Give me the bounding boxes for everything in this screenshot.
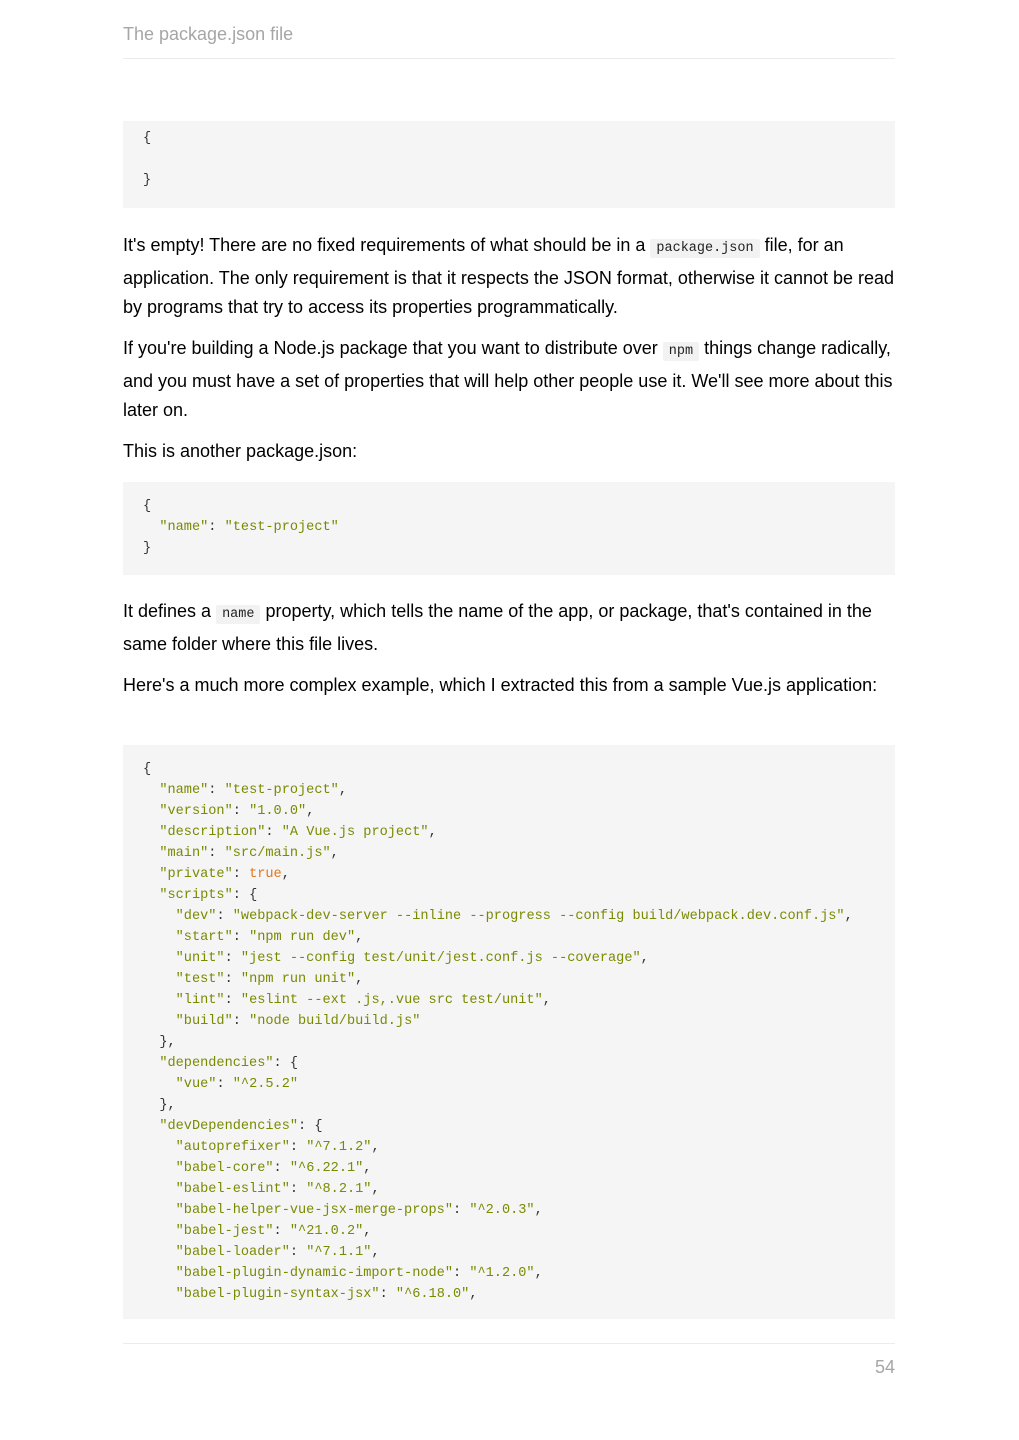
json-punctuation: :	[453, 1203, 470, 1218]
json-string: "^6.22.1"	[289, 1161, 364, 1176]
paragraph-complex-example	[123, 671, 898, 701]
paragraph-name-property	[123, 597, 898, 659]
code-line	[143, 885, 875, 906]
json-boolean: true	[249, 867, 282, 882]
json-punctuation: ,	[355, 930, 364, 945]
json-punctuation: ,	[469, 1287, 478, 1302]
code-line	[143, 149, 875, 170]
json-punctuation: {	[143, 499, 152, 514]
json-string: "A Vue.js project"	[281, 825, 429, 840]
json-punctuation	[143, 783, 159, 798]
json-punctuation	[143, 1161, 176, 1176]
json-key: "babel-jest"	[175, 1224, 274, 1239]
code-line	[143, 517, 875, 538]
json-punctuation: :	[273, 1224, 290, 1239]
inline-code-name: name	[216, 605, 260, 624]
json-string: "^6.18.0"	[395, 1287, 470, 1302]
json-punctuation: :	[208, 846, 225, 861]
json-punctuation: :	[224, 993, 241, 1008]
json-key: "scripts"	[159, 888, 233, 903]
json-string: "src/main.js"	[224, 846, 331, 861]
json-punctuation	[143, 1182, 176, 1197]
json-punctuation	[143, 888, 159, 903]
code-line	[143, 843, 875, 864]
code-line	[143, 1221, 875, 1242]
json-punctuation: :	[379, 1287, 396, 1302]
code-line	[143, 1074, 875, 1095]
json-key: "main"	[159, 846, 209, 861]
code-line	[143, 1137, 875, 1158]
json-punctuation	[143, 1203, 176, 1218]
footer-divider	[123, 1343, 895, 1344]
code-line	[143, 128, 875, 149]
json-key: "devDependencies"	[159, 1119, 299, 1134]
running-header: The package.json file	[123, 24, 294, 44]
paragraph-text: If you're building a Node.js package that you want to distribute over	[123, 338, 663, 358]
json-string: "^7.1.1"	[306, 1245, 372, 1260]
json-punctuation: ,	[542, 993, 551, 1008]
json-punctuation: : {	[298, 1119, 323, 1134]
json-punctuation: ,	[281, 867, 290, 882]
json-punctuation	[143, 930, 176, 945]
json-key: "autoprefixer"	[175, 1140, 290, 1155]
code-line	[143, 906, 875, 927]
json-punctuation	[143, 1140, 176, 1155]
json-punctuation	[143, 993, 176, 1008]
json-punctuation: },	[143, 1035, 176, 1050]
json-punctuation: }	[143, 173, 152, 188]
json-punctuation: ,	[371, 1245, 380, 1260]
json-key: "vue"	[175, 1077, 217, 1092]
code-line	[143, 759, 875, 780]
json-punctuation: ,	[306, 804, 315, 819]
json-punctuation: ,	[371, 1182, 380, 1197]
json-key: "private"	[159, 867, 233, 882]
code-line	[143, 969, 875, 990]
paragraph-text: property, which tells the name of the app, or package, that's contained in the same folder where this file lives.	[123, 601, 872, 654]
json-key: "name"	[159, 520, 209, 535]
json-key: "lint"	[175, 993, 225, 1008]
json-punctuation: ,	[844, 909, 853, 924]
json-punctuation: }	[143, 541, 152, 556]
json-punctuation: : {	[232, 888, 258, 903]
paragraph-text: It's empty! There are no fixed requirements of what should be in a	[123, 235, 651, 255]
json-punctuation	[143, 520, 159, 535]
code-line	[143, 1158, 875, 1179]
json-key: "start"	[175, 930, 233, 945]
json-punctuation: {	[143, 131, 152, 146]
json-punctuation: ,	[371, 1140, 380, 1155]
json-punctuation: ,	[355, 972, 364, 987]
code-block-empty	[123, 121, 895, 208]
json-string: "test-project"	[224, 783, 339, 798]
paragraph-empty-explanation	[123, 231, 898, 323]
json-punctuation: :	[232, 867, 250, 882]
json-punctuation	[143, 1014, 176, 1029]
code-line	[143, 1284, 875, 1305]
code-line	[143, 1032, 875, 1053]
json-punctuation	[143, 846, 159, 861]
code-line	[143, 822, 875, 843]
json-string: "1.0.0"	[249, 804, 307, 819]
json-punctuation: ,	[534, 1266, 543, 1281]
code-line	[143, 1053, 875, 1074]
code-line	[143, 1263, 875, 1284]
paragraph-npm-package	[123, 334, 898, 426]
header-divider	[123, 58, 895, 59]
json-key: "unit"	[175, 951, 225, 966]
json-punctuation: ,	[363, 1161, 372, 1176]
code-line	[143, 801, 875, 822]
code-line	[143, 170, 875, 191]
json-string: "webpack-dev-server --inline --progress --config build/webpack.dev.conf.js"	[232, 909, 845, 924]
json-key: "babel-loader"	[175, 1245, 290, 1260]
code-line	[143, 1242, 875, 1263]
json-punctuation	[143, 804, 159, 819]
json-punctuation: :	[232, 804, 250, 819]
paragraph-text: file, for an application. The only requirement is that it respects the JSON format, otherwise it cannot be read by programs that try to access its properties programmatically.	[123, 235, 895, 317]
code-line	[143, 1095, 875, 1116]
json-key: "version"	[159, 804, 233, 819]
json-string: "eslint --ext .js,.vue src test/unit"	[240, 993, 543, 1008]
json-string: "^2.0.3"	[469, 1203, 535, 1218]
json-punctuation	[143, 1077, 176, 1092]
json-key: "build"	[175, 1014, 233, 1029]
json-punctuation	[143, 867, 159, 882]
json-punctuation: ,	[428, 825, 437, 840]
paragraph-text: things change radically, and you must have a set of properties that will help other people use it. We'll see more about this later on.	[123, 338, 893, 420]
code-line	[143, 538, 875, 559]
json-punctuation: :	[216, 1077, 233, 1092]
json-string: "^21.0.2"	[289, 1224, 364, 1239]
code-line	[143, 1179, 875, 1200]
json-punctuation: :	[289, 1245, 307, 1260]
json-punctuation: : {	[273, 1056, 299, 1071]
json-key: "babel-helper-vue-jsx-merge-props"	[175, 1203, 453, 1218]
code-line	[143, 948, 875, 969]
json-string: "npm run unit"	[240, 972, 356, 987]
json-string: "^1.2.0"	[469, 1266, 535, 1281]
code-line	[143, 1200, 875, 1221]
json-punctuation: :	[216, 909, 233, 924]
code-line	[143, 864, 875, 885]
json-punctuation: :	[265, 825, 282, 840]
json-punctuation: ,	[534, 1203, 543, 1218]
paragraph-text: It defines a	[123, 601, 217, 621]
json-punctuation: ,	[330, 846, 339, 861]
paragraph-text: This is another package.json:	[123, 441, 358, 461]
json-punctuation: :	[289, 1182, 307, 1197]
paragraph-text: Here's a much more complex example, which I extracted this from a sample Vue.js application:	[123, 675, 878, 695]
code-line	[143, 1011, 875, 1032]
json-punctuation: ,	[363, 1224, 372, 1239]
code-line	[143, 990, 875, 1011]
json-punctuation: :	[273, 1161, 290, 1176]
json-string: "^8.2.1"	[306, 1182, 372, 1197]
json-punctuation	[143, 825, 159, 840]
json-string: "^7.1.2"	[306, 1140, 372, 1155]
json-punctuation: :	[232, 930, 250, 945]
json-key: "description"	[159, 825, 266, 840]
json-punctuation: :	[208, 520, 225, 535]
code-block-complex	[123, 745, 895, 1319]
json-key: "babel-eslint"	[175, 1182, 290, 1197]
json-punctuation: },	[143, 1098, 176, 1113]
json-punctuation: {	[143, 762, 152, 777]
json-punctuation: ,	[338, 783, 347, 798]
json-punctuation	[143, 1056, 159, 1071]
json-punctuation: :	[208, 783, 225, 798]
inline-code-npm: npm	[663, 342, 699, 361]
code-block-simple	[123, 482, 895, 575]
json-key: "babel-plugin-syntax-jsx"	[175, 1287, 380, 1302]
json-string: "^2.5.2"	[232, 1077, 299, 1092]
json-key: "babel-plugin-dynamic-import-node"	[175, 1266, 453, 1281]
json-punctuation: ,	[640, 951, 649, 966]
code-line	[143, 496, 875, 517]
json-punctuation: :	[289, 1140, 307, 1155]
json-string: "jest --config test/unit/jest.conf.js --coverage"	[240, 951, 641, 966]
json-punctuation	[143, 1266, 176, 1281]
page-number: 54	[874, 1357, 895, 1377]
code-line	[143, 927, 875, 948]
json-punctuation	[143, 1287, 176, 1302]
json-string: "npm run dev"	[249, 930, 356, 945]
json-key: "test"	[175, 972, 225, 987]
json-punctuation	[143, 1224, 176, 1239]
json-punctuation: :	[232, 1014, 250, 1029]
json-key: "babel-core"	[175, 1161, 274, 1176]
json-punctuation	[143, 972, 176, 987]
code-line	[143, 780, 875, 801]
json-punctuation	[143, 909, 176, 924]
json-punctuation	[143, 951, 176, 966]
json-punctuation: :	[224, 951, 241, 966]
json-key: "name"	[159, 783, 209, 798]
code-line	[143, 1116, 875, 1137]
inline-code-package-json: package.json	[650, 239, 759, 258]
json-punctuation	[143, 1119, 159, 1134]
paragraph-another-package	[123, 437, 898, 467]
json-punctuation: :	[224, 972, 241, 987]
json-punctuation	[143, 1245, 176, 1260]
json-key: "dependencies"	[159, 1056, 274, 1071]
json-punctuation: :	[453, 1266, 470, 1281]
json-string: "test-project"	[224, 520, 339, 535]
json-string: "node build/build.js"	[249, 1014, 421, 1029]
json-key: "dev"	[175, 909, 217, 924]
